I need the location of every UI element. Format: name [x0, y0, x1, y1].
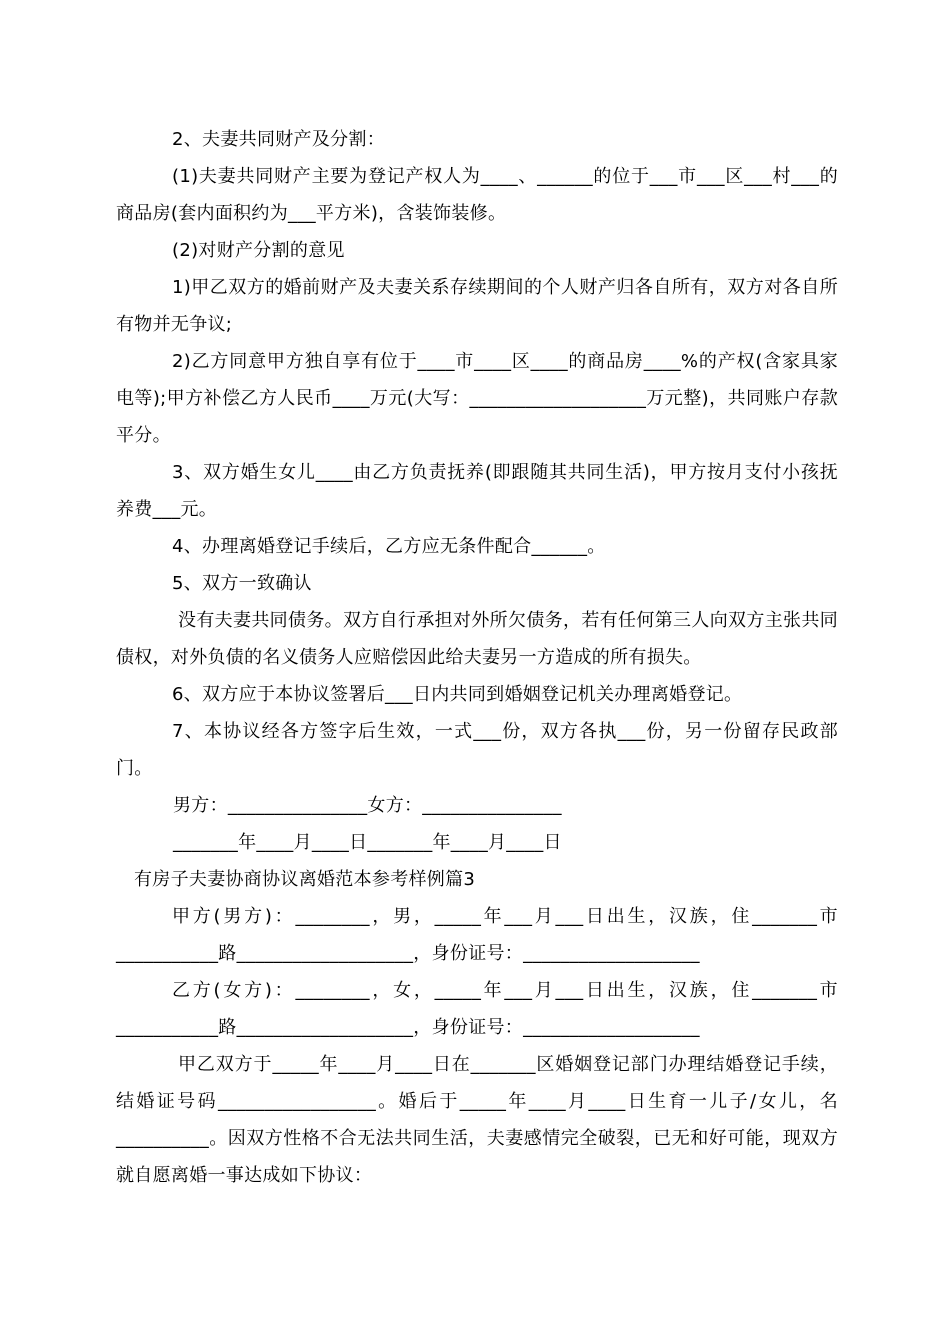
clause-5-title: 5、双方一致确认 — [172, 573, 312, 594]
party-a-info: 甲方(男方)：________，男，_____年___月___日出生，汉族，住_______市___________路___________________，身份证号：___________________ — [116, 906, 838, 964]
clause-2-2-1: 1)甲乙双方的婚前财产及夫妻关系存续期间的个人财产归各自所有，双方对各自所有物并无争议; — [116, 277, 838, 335]
clause-3-custody: 3、双方婚生女儿____由乙方负责抚养(即跟随其共同生活)，甲方按月支付小孩抚养费___元。 — [116, 462, 838, 520]
clause-5-debts: 没有夫妻共同债务。双方自行承担对外所欠债务，若有任何第三人向双方主张共同债权，对外负债的名义债务人应赔偿因此给夫妻另一方造成的所有损失。 — [116, 610, 838, 668]
clause-4-cooperation: 4、办理离婚登记手续后，乙方应无条件配合______。 — [172, 536, 606, 557]
signature-line: 男方：_______________女方：_______________ — [173, 795, 562, 816]
marriage-background: 甲乙双方于_____年____月____日在_______区婚姻登记部门办理结婚登记手续，结婚证号码_________________。婚后于_____年____月____日生育一儿子/女儿，名__________。因双方性格不合无法共同生活，夫妻感情完全破裂，已无和好可能，现双方就自愿离婚一事达成如下协议： — [116, 1054, 838, 1186]
clause-6-registration: 6、双方应于本协议签署后___日内共同到婚姻登记机关办理离婚登记。 — [172, 684, 743, 705]
clause-2-2-title: (2)对财产分割的意见 — [172, 240, 345, 261]
party-b-info: 乙方(女方)：________，女，_____年___月___日出生，汉族，住_______市___________路___________________，身份证号：___________________ — [116, 980, 838, 1038]
clause-2-1-property: (1)夫妻共同财产主要为登记产权人为____、______的位于___市___区___村___的商品房(套内面积约为___平方米)，含装饰装修。 — [116, 166, 838, 224]
clause-2-title: 2、夫妻共同财产及分割： — [172, 129, 386, 150]
clause-2-2-2: 2)乙方同意甲方独自享有位于____市____区____的商品房____%的产权(含家具家电等);甲方补偿乙方人民币____万元(大写：___________________万元整)，共同账户存款平分。 — [116, 351, 838, 446]
section-title: 有房子夫妻协商协议离婚范本参考样例篇3 — [134, 869, 476, 890]
clause-7-effect: 7、本协议经各方签字后生效，一式___份，双方各执___份，另一份留存民政部门。 — [116, 721, 838, 779]
document-page — [116, 121, 838, 1194]
date-line: _______年____月____日_______年____月____日 — [173, 832, 562, 853]
